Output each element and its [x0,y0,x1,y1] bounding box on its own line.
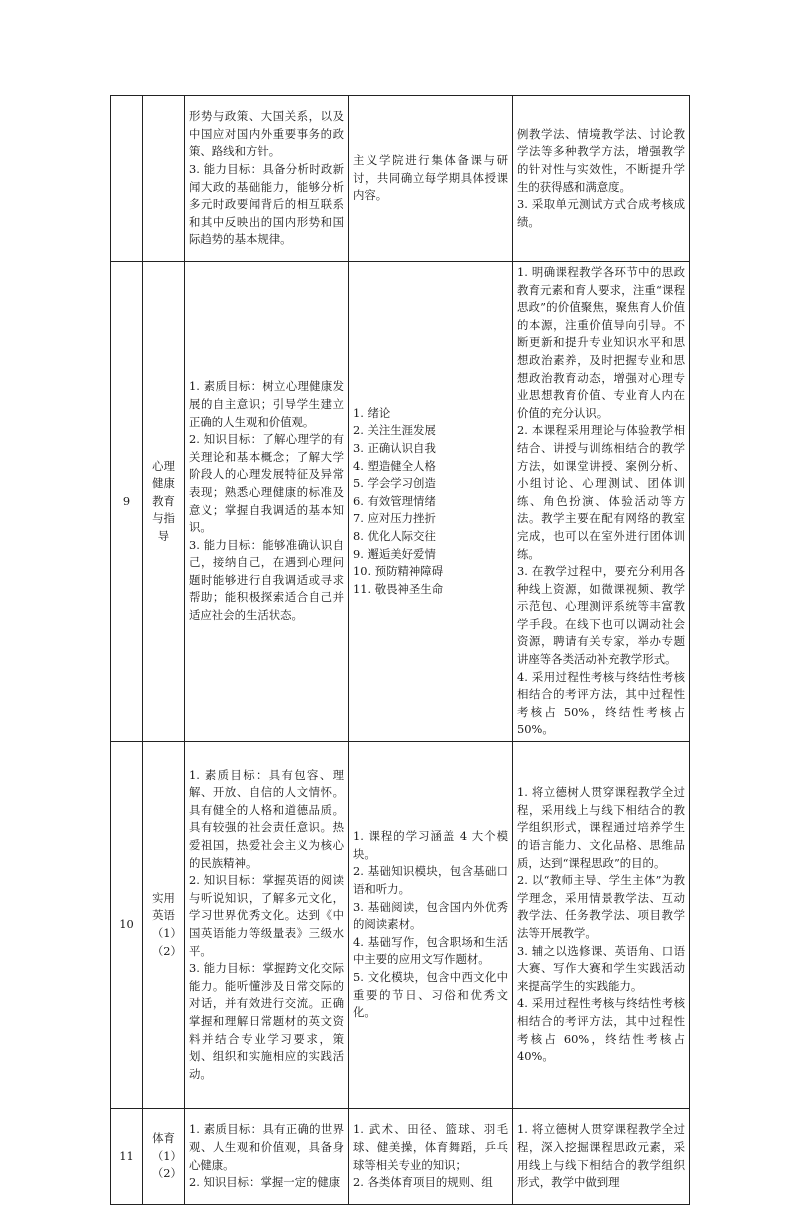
course-number: 11 [111,1109,143,1205]
teaching-requirements-item: 1. 将立德树人贯穿课程教学全过程，深入挖掘课程思政元素，采用线上与线下相结合的教学组织形式，教学中做到理 [517,1122,685,1190]
teaching-requirements-item: 2. 本课程采用理论与体验教学相结合、讲授与训练相结合的教学方法，如课堂讲授、案例分析、小组讨论、心理测试、团体训练、角色扮演、体验活动等方法。教学主要在配有网络的教室完成，也可以在室外进行团体训练。 [517,423,685,561]
teaching-requirements-cell [513,1109,690,1205]
teaching-requirements-item: 1. 将立德树人贯穿课程教学全过程，采用线上与线下相结合的教学组织形式，课程通过培养学生的语言能力、文化品格、思维品质，达到“课程思政”的目的。 [517,785,685,870]
course-content-item: 2. 关注生涯发展 [353,423,436,438]
course-content-item: 4. 基础写作，包含职场和生活中主要的应用文写作题材。 [353,934,508,967]
teaching-requirements-cell [513,742,690,1109]
course-goals-item: 3. 能力目标：能够准确认识自己，接纳自己，在遇到心理问题时能够进行自我调适或寻求帮助；能积极探索适合自己并适应社会的生活状态。 [189,537,344,623]
course-content-item: 3. 基础阅读，包含国内外优秀的阅读素材。 [353,899,508,932]
course-content-item: 9. 邂逅美好爱情 [353,546,436,561]
teaching-requirements-item: 2. 以“教师主导、学生主体”为教学理念，采用情景教学法、互动教学法、任务教学法、项目教学法等开展教学。 [517,873,685,941]
course-content-cell [349,96,513,262]
teaching-requirements-item: 1. 明确课程教学各环节中的思政教育元素和育人要求，注重“课程思政”的价值聚焦，聚焦育人价值的本源，注重价值导向引导。不断更新和提升专业知识水平和思想政治素养，及时把握专业和思想政治教育动态，增强对心理专业思想教育价值、专业育人内在价值的充分认识。 [517,265,685,420]
teaching-requirements-item: 4. 采用过程性考核与终结性考核相结合的考评方法，其中过程性考核占 50%，终结性考核占 50%。 [517,669,685,737]
course-content-cell [349,262,513,742]
course-content-item: 2. 各类体育项目的规则、组 [353,1175,493,1190]
course-goals-item: 2. 知识目标：掌握英语的阅读与听说知识，了解多元文化，学习世界优秀文化。达到《中国英语能力等级量表》三级水平。 [189,873,344,958]
course-name-cell [143,1109,185,1205]
course-content-item: 2. 基础知识模块，包含基础口语和听力。 [353,864,508,897]
course-content-item: 4. 塑造健全人格 [353,458,436,473]
course-goals-item: 1. 素质目标：树立心理健康发展的自主意识；引导学生建立正确的人生观和价值观。 [189,379,344,429]
course-content-item: 主义学院进行集体备课与研讨，共同确立每学期具体授课内容。 [353,153,508,203]
course-content-item: 5. 学会学习创造 [353,476,436,491]
course-content-item: 1. 课程的学习涵盖 4 大个模块。 [353,829,508,861]
course-goals-cell [185,1109,349,1205]
course-content-item: 5. 文化模块，包含中西文化中重要的节日、习俗和优秀文化。 [353,970,508,1020]
course-content-item: 10. 预防精神障碍 [353,564,444,579]
course-goals-item: 形势与政策、大国关系，以及中国应对国内外重要事务的政策、路线和方针。 [189,109,344,159]
table-row [111,742,690,1109]
course-goals-item: 1. 素质目标：具有正确的世界观、人生观和价值观，具备身心健康。 [189,1122,344,1172]
course-content-item: 11. 敬畏神圣生命 [353,581,444,596]
course-number: 10 [111,742,143,1109]
teaching-requirements-cell [513,96,690,262]
course-content-item: 1. 武术、田径、篮球、羽毛球、健美操，体育舞蹈，乒乓球等相关专业的知识； [353,1122,508,1172]
course-name: 心理健康教育与指导 [152,458,175,543]
course-name: 体育（1）（2） [151,1131,182,1181]
course-content-cell [349,1109,513,1205]
course-content-item: 7. 应对压力挫折 [353,511,436,526]
course-goals-item: 3. 能力目标：具备分析时政新闻大政的基础能力，能够分析多元时政要闻背后的相互联系和其中反映出的国内形势和国际趋势的基本规律。 [189,161,344,247]
teaching-requirements-item: 3. 在教学过程中，要充分利用各种线上资源，如微课视频、教学示范包、心理测评系统等丰富教学手段。在线下也可以调动社会资源，聘请有关专家，举办专题讲座等各类活动补充教学形式。 [517,564,685,667]
course-content-item: 6. 有效管理情绪 [353,493,436,508]
course-content-item: 3. 正确认识自我 [353,440,436,455]
course-number [111,96,143,262]
course-goals-item: 2. 知识目标：了解心理学的有关理论和基本概念；了解大学阶段人的心理发展特征及异常表现；熟悉心理健康的标准及意义；掌握自我调适的基本知识。 [189,432,344,535]
course-name-cell [143,262,185,742]
curriculum-table [110,95,690,1205]
course-goals-cell [185,96,349,262]
teaching-requirements-cell [513,262,690,742]
course-goals-cell [185,262,349,742]
teaching-requirements-item: 例教学法、情境教学法、讨论教学法等多种教学方法，增强教学的针对性与实效性，不断提升学生的获得感和满意度。 [517,126,685,194]
teaching-requirements-item: 4. 采用过程性考核与终结性考核相结合的考评方法，其中过程性考核占 60%，终结性考核占 40%。 [517,996,685,1064]
teaching-requirements-item: 3. 采取单元测试方式合成考核成绩。 [517,197,685,229]
table-row [111,96,690,262]
table-row [111,262,690,742]
course-content-cell [349,742,513,1109]
course-goals-item: 1. 素质目标：具有包容、理解、开放、自信的人文情怀。具有健全的人格和道德品质。具有较强的社会责任意识。热爱祖国，热爱社会主义为核心的民族精神。 [189,767,344,870]
course-goals-item: 3. 能力目标：掌握跨文化交际能力。能听懂涉及日常交际的对话，并有效进行交流。正确掌握和理解日常题材的英文资料并结合专业学习要求，策划、组织和实施相应的实践活动。 [189,961,344,1081]
course-content-item: 8. 优化人际交往 [353,528,436,543]
course-goals-cell [185,742,349,1109]
course-content-item: 1. 绪论 [353,405,391,420]
course-number: 9 [111,262,143,742]
course-name-cell [143,96,185,262]
course-name: 实用英语（1）（2） [151,890,182,958]
table-row [111,1109,690,1205]
teaching-requirements-item: 3. 辅之以选修课、英语角、口语大赛、写作大赛和学生实践活动来提高学生的实践能力。 [517,943,685,993]
course-goals-item: 2. 知识目标：掌握一定的健康 [189,1175,341,1190]
course-name-cell [143,742,185,1109]
